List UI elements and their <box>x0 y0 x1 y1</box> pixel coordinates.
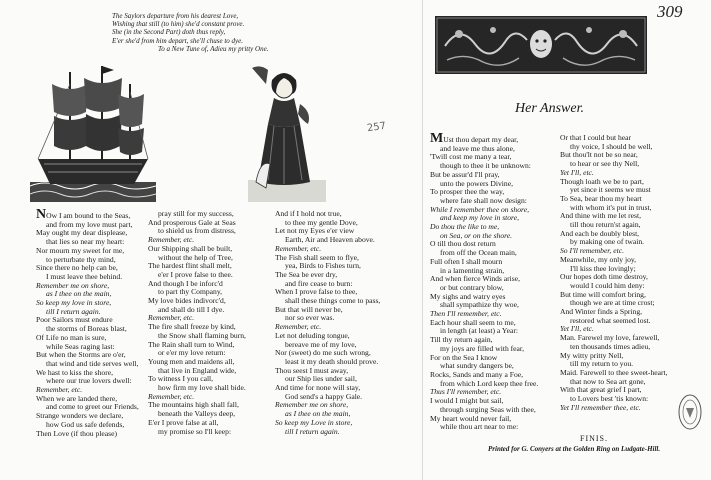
verse-line: When I prove false to thee, <box>275 287 358 297</box>
verse-line: Maid. Farewell to thee sweet-heart, <box>560 367 668 377</box>
verse-line: to thee my gentle Dove, <box>285 217 358 227</box>
refrain-line: Do thou the like to me, <box>430 222 500 232</box>
intro-line: She (in the Second Part) doth thus reply, <box>112 28 226 37</box>
verse-line-first: NOw I am bound to the Seas, <box>36 207 131 222</box>
refrain-line: Yet I'll remember thee, etc. <box>560 402 641 412</box>
verse-line: restored what seemed lost. <box>570 315 651 325</box>
refrain-line: Then I'll remember, etc. <box>430 309 502 319</box>
verse-line: And Winter finds a Spring, <box>560 307 643 317</box>
verse-line: Full often I shall mourn <box>430 256 503 266</box>
verse-line: bereave me of my love, <box>285 339 357 349</box>
verse-line: To witness I you call, <box>148 374 214 384</box>
verse-line: Let not my Eyes e'er view <box>275 226 355 236</box>
refrain-line: on Sea, or on the shore. <box>440 230 513 240</box>
verse-column-2 <box>148 210 246 436</box>
verse-line: to hear or see thy Nell, <box>570 159 640 169</box>
refrain-line: as I thee on the main, <box>285 409 351 419</box>
verse-line: The Fish shall seem to flye, <box>275 252 359 262</box>
verse-line: ten thousands times adieu, <box>570 341 651 351</box>
tune-line: To a New Tune of, Adieu my pritty One. <box>158 44 269 53</box>
refrain-line: So keep my Love in store, <box>275 417 353 427</box>
verse-line: how God us safe defends, <box>46 419 125 429</box>
verse-line: But time will comfort bring, <box>560 289 646 299</box>
verse-line: our Ship lies under sail, <box>285 374 357 384</box>
verse-line: yet since it seems we must <box>570 185 651 195</box>
intro-verse <box>112 12 312 53</box>
verse-line: And prosperous Gale at Seas <box>148 217 236 227</box>
refrain-line: and keep my love in store, <box>440 213 520 223</box>
verse-line: May ought my dear displease, <box>36 228 128 238</box>
verse-line: Poor Sailors must endure <box>36 315 113 325</box>
verse-line: The mountains high shall fall, <box>148 400 239 410</box>
verse-line: My heart would never fail, <box>430 413 512 423</box>
refrain-line: Remember, etc. <box>36 385 83 395</box>
verse-line: Strange wonders we declare, <box>36 411 124 421</box>
page-fold <box>422 0 423 480</box>
verse-line: Our hopes doth time destroy, <box>560 272 648 282</box>
verse-line: e'er I prove false to thee. <box>158 269 233 279</box>
verse-line: O till thou dost return <box>430 239 496 249</box>
verse-line: The Sea be ever dry, <box>275 269 338 279</box>
verse-line: And when fierce Winds arise, <box>430 274 521 284</box>
verse-line: and shall do till I dye. <box>158 304 225 314</box>
verse-line: And though I be inforc'd <box>148 278 223 288</box>
verse-line: to part thy Company, <box>158 287 223 297</box>
verse-line: Though loath we be to part, <box>560 176 644 186</box>
verse-line: to perturbate thy mind, <box>46 254 116 264</box>
verse-line: yea, Birds to Fishes turn, <box>285 261 361 271</box>
verse-line: and leave me thus alone, <box>440 143 515 153</box>
verse-line: my promise so I'll keep: <box>158 426 232 436</box>
refrain-line: Yet I'll, etc. <box>560 167 594 177</box>
verse-line: To prosper thee the way, <box>430 187 505 197</box>
verse-line: thy voice, I should be well, <box>570 141 653 151</box>
verse-line: in length (at least) a Year: <box>440 326 519 336</box>
verse-line: Then Love (if thou please) <box>36 428 117 438</box>
verse-line: Since there no help can be, <box>36 263 118 273</box>
verse-line: The hardest flint shall melt, <box>148 261 232 271</box>
verse-column-3 <box>275 210 380 436</box>
finis-mark: FINIS. <box>580 434 609 443</box>
verse-line: or but contrary blow, <box>440 282 504 292</box>
refrain-line: Remember, etc. <box>148 235 195 245</box>
ornamental-border <box>435 16 647 74</box>
verse-line: The fire shall freeze by kind, <box>148 322 236 332</box>
refrain-line: Remember me on shore, <box>275 400 349 410</box>
verse-line: through surging Seas with thee, <box>440 404 536 414</box>
verse-line: till my return to you. <box>570 359 634 369</box>
page-number: 309 <box>657 2 683 21</box>
answer-column-1 <box>430 131 539 432</box>
verse-line: Man. Farewel my love, farewell, <box>560 333 660 343</box>
verse-line: shall sympathize thy woe, <box>440 300 519 310</box>
answer-column-2 <box>560 134 668 413</box>
verse-line: that now to Sea art gone, <box>570 376 646 386</box>
verse-line: My love bides indivorc'd, <box>148 296 226 306</box>
verse-line: And time for none will stay, <box>275 383 361 393</box>
refrain-line: Remember, etc. <box>148 313 195 323</box>
answer-line-first: MUst thou depart my dear, <box>430 131 519 146</box>
intro-line: E'er she'd from him depart, she'll chuse to dye. <box>112 36 243 45</box>
verse-line: With that great grief I part, <box>560 385 642 395</box>
verse-line: Young men and maidens all, <box>148 356 235 366</box>
verse-line: Thou seest I must away, <box>275 365 349 375</box>
verse-line: And if I hold not true, <box>275 209 342 218</box>
verse-line: my joys are filled with fear, <box>440 343 525 353</box>
verse-line: though to thee it be unknown: <box>440 161 531 171</box>
verse-line: nor so ever was. <box>285 313 335 323</box>
verse-line: To Sea, bear thou my heart <box>560 193 642 203</box>
verse-line: I would I might but sail, <box>430 396 504 406</box>
verse-line: The Rain shall turn to Wind, <box>148 339 235 349</box>
verse-line: E'er I prove false at all, <box>148 417 219 427</box>
verse-line: to Lovers best 'tis known: <box>570 394 649 404</box>
refrain-line: as I thee on the main, <box>46 289 112 299</box>
ship-woodcut <box>30 64 156 202</box>
verse-line: the Snow shall flaming burn, <box>158 330 246 340</box>
refrain-line: Remember me on shore, <box>36 280 110 290</box>
refrain-line: Remember, etc. <box>148 391 195 401</box>
refrain-line: Thus I'll remember, etc. <box>430 387 502 397</box>
verse-line: that wind and tide serves well, <box>46 358 139 368</box>
verse-line: where our true lovers dwell: <box>46 376 132 386</box>
verse-line: When we are landed there, <box>36 393 118 403</box>
verse-line: the storms of Boreas blast, <box>46 324 127 334</box>
verse-line: and come to greet our Friends, <box>46 402 139 412</box>
verse-line: 'Twill cost me many a tear, <box>430 152 512 162</box>
verse-line: Earth, Air and Heaven above. <box>285 235 375 245</box>
verse-line: I'll kiss thee lovingly; <box>570 263 636 273</box>
verse-line: My witty pritty Nell, <box>560 350 624 360</box>
verse-line: Or that I could but hear <box>560 133 632 142</box>
verse-line: Each hour shall seem to me, <box>430 317 516 327</box>
verse-line: God send's a happy Gale. <box>285 391 363 401</box>
verse-line: while Seas raging last: <box>46 341 115 351</box>
refrain-line: till I return again. <box>46 306 101 316</box>
verse-line: Our Shipping shall be built, <box>148 243 233 253</box>
verse-line: would I could him deny: <box>570 280 645 290</box>
verse-line: Rocks, Sands and many a Foe, <box>430 369 524 379</box>
verse-line: from which Lord keep thee free. <box>440 378 539 388</box>
refrain-line: While I remember thee on shore, <box>430 204 529 214</box>
verse-line: without the help of Tree, <box>158 252 233 262</box>
refrain-line: Remember, etc. <box>275 322 322 332</box>
verse-line: while thou art near to me: <box>440 422 519 432</box>
verse-line: Of Life no man is sure, <box>36 332 107 342</box>
verse-line: My sighs and watry eyes <box>430 291 506 301</box>
verse-line: that lies so near my heart: <box>46 237 125 247</box>
intro-line: Wishing that still (to him) she'd constant prove. <box>112 20 245 29</box>
intro-line: The Saylors departure from his dearest Love, <box>112 12 239 20</box>
verse-line: by making one of twain. <box>570 237 645 247</box>
verse-line: how firm my love shall bide. <box>158 383 246 393</box>
verse-line: We hast to kiss the shore, <box>36 367 114 377</box>
woman-woodcut <box>248 64 326 202</box>
verse-line: to shield us from distress, <box>158 226 236 236</box>
verse-line: Let not deluding tongue, <box>275 330 350 340</box>
verse-line: what sundry dangers be, <box>440 361 514 371</box>
drop-cap: N <box>36 207 47 222</box>
verse-line: And each be doubly blest, <box>560 228 640 238</box>
verse-line: Nor mourn my sweet for me, <box>36 245 125 255</box>
refrain-line: So keep my love in store, <box>36 298 112 308</box>
verse-line: shall these things come to pass, <box>285 296 381 306</box>
verse-line: or e'er my love return: <box>158 348 226 358</box>
drop-cap: M <box>430 131 444 146</box>
refrain-line: Remember, etc. <box>275 243 322 253</box>
verse-line: I must leave thee behind. <box>46 271 123 281</box>
verse-line: that live in England wide, <box>158 365 237 375</box>
verse-line: pray still for my success, <box>158 209 234 218</box>
verse-line: Nor (sweet) do me such wrong, <box>275 348 371 358</box>
library-stamp <box>677 392 703 432</box>
verse-line: unto the powers Divine, <box>440 178 513 188</box>
verse-line: least it my death should prove. <box>285 356 379 366</box>
verse-line: beneath the Valleys deep, <box>158 409 236 419</box>
verse-line: and from my love must part, <box>46 219 133 229</box>
verse-line: with whom it's put in trust, <box>570 202 652 212</box>
verse-line: and fire cease to burn: <box>285 278 353 288</box>
refrain-line: till I return again. <box>285 426 340 436</box>
verse-line: And thine with me let rest, <box>560 211 641 221</box>
verse-line: in a lamenting strain, <box>440 265 505 275</box>
printer-imprint: Printed for G. Conyers at the Golden Ring on Ludgate-Hill. <box>488 445 661 453</box>
answer-title: Her Answer. <box>515 101 584 116</box>
verse-line: where fate shall now design: <box>440 195 527 205</box>
refrain-line: So I'll remember, etc. <box>560 246 624 256</box>
verse-line: Meanwhile, my only joy, <box>560 254 637 264</box>
verse-line: But thou'lt not be so near, <box>560 150 638 160</box>
verse-line: But when the Storms are o'er, <box>36 350 126 360</box>
verse-line: from off the Ocean main, <box>440 248 517 258</box>
verse-line: though we are at time crost; <box>570 298 655 308</box>
refrain-line: Yet I'll, etc. <box>560 324 594 334</box>
verse-line: But be assur'd I'll pray, <box>430 169 500 179</box>
verse-line: Till thy return again, <box>430 335 493 345</box>
verse-column-1 <box>36 207 139 438</box>
verse-line: till thou return'st again, <box>570 220 641 230</box>
verse-line: For on the Sea I know <box>430 352 498 362</box>
verse-line: But that will never be, <box>275 304 343 314</box>
pencil-annotation: 257 <box>366 120 387 135</box>
